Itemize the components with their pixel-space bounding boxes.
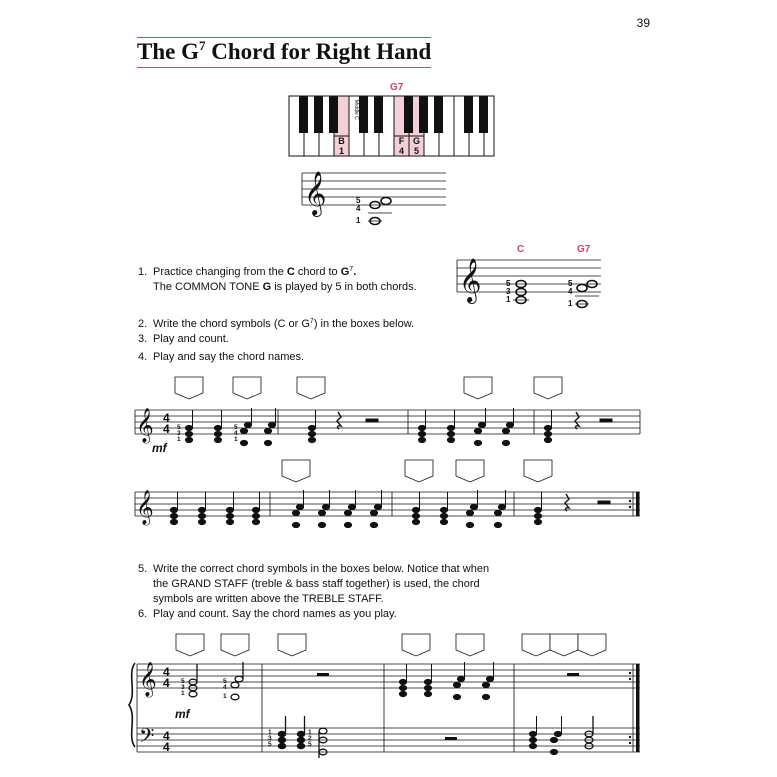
title-superscript: 7 bbox=[198, 38, 206, 53]
time-signature-bottom: 4 bbox=[163, 740, 170, 754]
black-key bbox=[479, 96, 488, 133]
fingering: 4 bbox=[223, 684, 227, 691]
keyboard-chord-label: G7 bbox=[390, 82, 404, 93]
fingering: 1 bbox=[268, 729, 272, 736]
time-signature-top: 4 bbox=[163, 729, 170, 743]
instruction-step-3: 3. Play and count. bbox=[138, 333, 229, 345]
key-finger-f: 4 bbox=[398, 146, 405, 156]
time-signature-bottom: 4 bbox=[163, 676, 170, 690]
black-key bbox=[404, 96, 413, 133]
chord-symbol-box bbox=[456, 634, 484, 656]
black-key bbox=[464, 96, 473, 133]
black-key bbox=[374, 96, 383, 133]
chord-symbol-box bbox=[233, 377, 261, 399]
compare-staff bbox=[455, 240, 605, 310]
chord-symbol-box bbox=[534, 377, 562, 399]
fingering: 5 bbox=[223, 678, 227, 685]
middle-c-label: Middle C bbox=[353, 100, 359, 120]
treble-clef-icon: 𝄞 bbox=[139, 663, 157, 696]
black-key bbox=[329, 96, 338, 133]
chord-label-g7: G7 bbox=[577, 244, 591, 255]
fingering: 2 bbox=[308, 735, 312, 742]
dynamic-marking: mf bbox=[175, 707, 190, 721]
fingering: 3 bbox=[506, 287, 511, 296]
key-name-b: B bbox=[338, 136, 345, 146]
key-name-f: F bbox=[398, 136, 405, 146]
exercise-1-score bbox=[130, 372, 645, 532]
title-main: The G bbox=[137, 39, 199, 64]
quarter-rest bbox=[575, 412, 579, 429]
time-signature-bottom: 4 bbox=[163, 422, 170, 436]
fingering: 3 bbox=[181, 684, 185, 691]
keyboard-diagram bbox=[286, 78, 496, 158]
fingering: 5 bbox=[356, 196, 361, 205]
intro-staff bbox=[300, 165, 450, 231]
fingering: 1 bbox=[308, 729, 312, 736]
treble-clef-icon: 𝄞 bbox=[459, 260, 482, 302]
fingering: 1 bbox=[223, 693, 227, 700]
dynamic-marking: mf bbox=[152, 441, 167, 455]
quarter-rest bbox=[337, 412, 341, 429]
chord-symbol-box bbox=[524, 460, 552, 482]
exercise-2-grand-staff bbox=[125, 630, 645, 777]
key-finger-b: 1 bbox=[338, 146, 345, 156]
chord-symbol-box bbox=[456, 460, 484, 482]
fingering: 5 bbox=[234, 424, 238, 431]
chord-symbol-box bbox=[221, 634, 249, 656]
fingering: 5 bbox=[568, 279, 573, 288]
instruction-step-1: 1. Practice changing from the C chord to $G^7$. The COMMON TONE G is played by 5 in both chords. bbox=[138, 266, 417, 293]
fingering: 1 bbox=[568, 299, 573, 308]
chord-symbol-box bbox=[297, 377, 325, 399]
whole-note bbox=[577, 285, 587, 292]
fingering: 4 bbox=[356, 204, 361, 213]
chord-label-c: C bbox=[517, 244, 525, 255]
chord-symbol-box bbox=[278, 634, 306, 656]
black-key bbox=[434, 96, 443, 133]
fingering: 1 bbox=[356, 216, 361, 225]
black-key bbox=[359, 96, 368, 133]
fingering: 1 bbox=[506, 295, 511, 304]
treble-clef-icon: 𝄞 bbox=[136, 491, 154, 524]
chord-symbol-box bbox=[405, 460, 433, 482]
key-name-g: G bbox=[412, 136, 421, 146]
fingering: 4 bbox=[234, 430, 238, 437]
fingering: 5 bbox=[308, 741, 312, 748]
fingering: 1 bbox=[181, 690, 185, 697]
fingering: 1 bbox=[234, 436, 238, 443]
page-title bbox=[137, 38, 431, 65]
treble-clef-icon: 𝄞 bbox=[304, 173, 327, 215]
page-number: 39 bbox=[636, 16, 650, 30]
key-finger-g: 5 bbox=[413, 146, 420, 156]
chord-symbol-box bbox=[282, 460, 310, 482]
grand-staff-brace bbox=[129, 663, 135, 747]
instruction-step-6: 6. Play and count. Say the chord names as you play. bbox=[138, 608, 397, 620]
whole-note bbox=[381, 198, 391, 205]
time-signature-top: 4 bbox=[163, 665, 170, 679]
chord-symbol-box bbox=[522, 634, 550, 656]
fingering: 4 bbox=[568, 287, 573, 296]
fingering: 3 bbox=[177, 430, 181, 437]
fingering: 5 bbox=[177, 424, 181, 431]
fingering: 5 bbox=[268, 741, 272, 748]
chord-symbol-box bbox=[464, 377, 492, 399]
chord-symbol-box bbox=[578, 634, 606, 656]
fingering: 3 bbox=[268, 735, 272, 742]
bass-clef-icon: 𝄢 bbox=[139, 725, 155, 752]
chord-symbol-box bbox=[176, 634, 204, 656]
quarter-rest bbox=[565, 494, 569, 511]
fingering: 5 bbox=[181, 678, 185, 685]
instruction-step-4: 4. Play and say the chord names. bbox=[138, 351, 305, 363]
treble-clef-icon: 𝄞 bbox=[136, 409, 154, 442]
instruction-step-2: 2. Write the chord symbols (C or $G^7$) in the boxes below. bbox=[138, 318, 415, 330]
chord-symbol-box bbox=[550, 634, 578, 656]
fingering: 5 bbox=[506, 279, 511, 288]
fingering: 1 bbox=[177, 436, 181, 443]
black-key bbox=[419, 96, 428, 133]
time-signature-top: 4 bbox=[163, 411, 170, 425]
black-key bbox=[314, 96, 323, 133]
title-rest: Chord for Right Hand bbox=[205, 39, 432, 64]
title-rule-bottom bbox=[137, 67, 431, 68]
chord-symbol-box bbox=[402, 634, 430, 656]
instruction-step-5: 5. Write the correct chord symbols in the boxes below. Notice that when the GRAND STAFF (treble & bass staff together) is used, the chord symbols are written above the TREBLE STAFF. bbox=[138, 563, 490, 605]
black-key bbox=[299, 96, 308, 133]
chord-symbol-box bbox=[175, 377, 203, 399]
